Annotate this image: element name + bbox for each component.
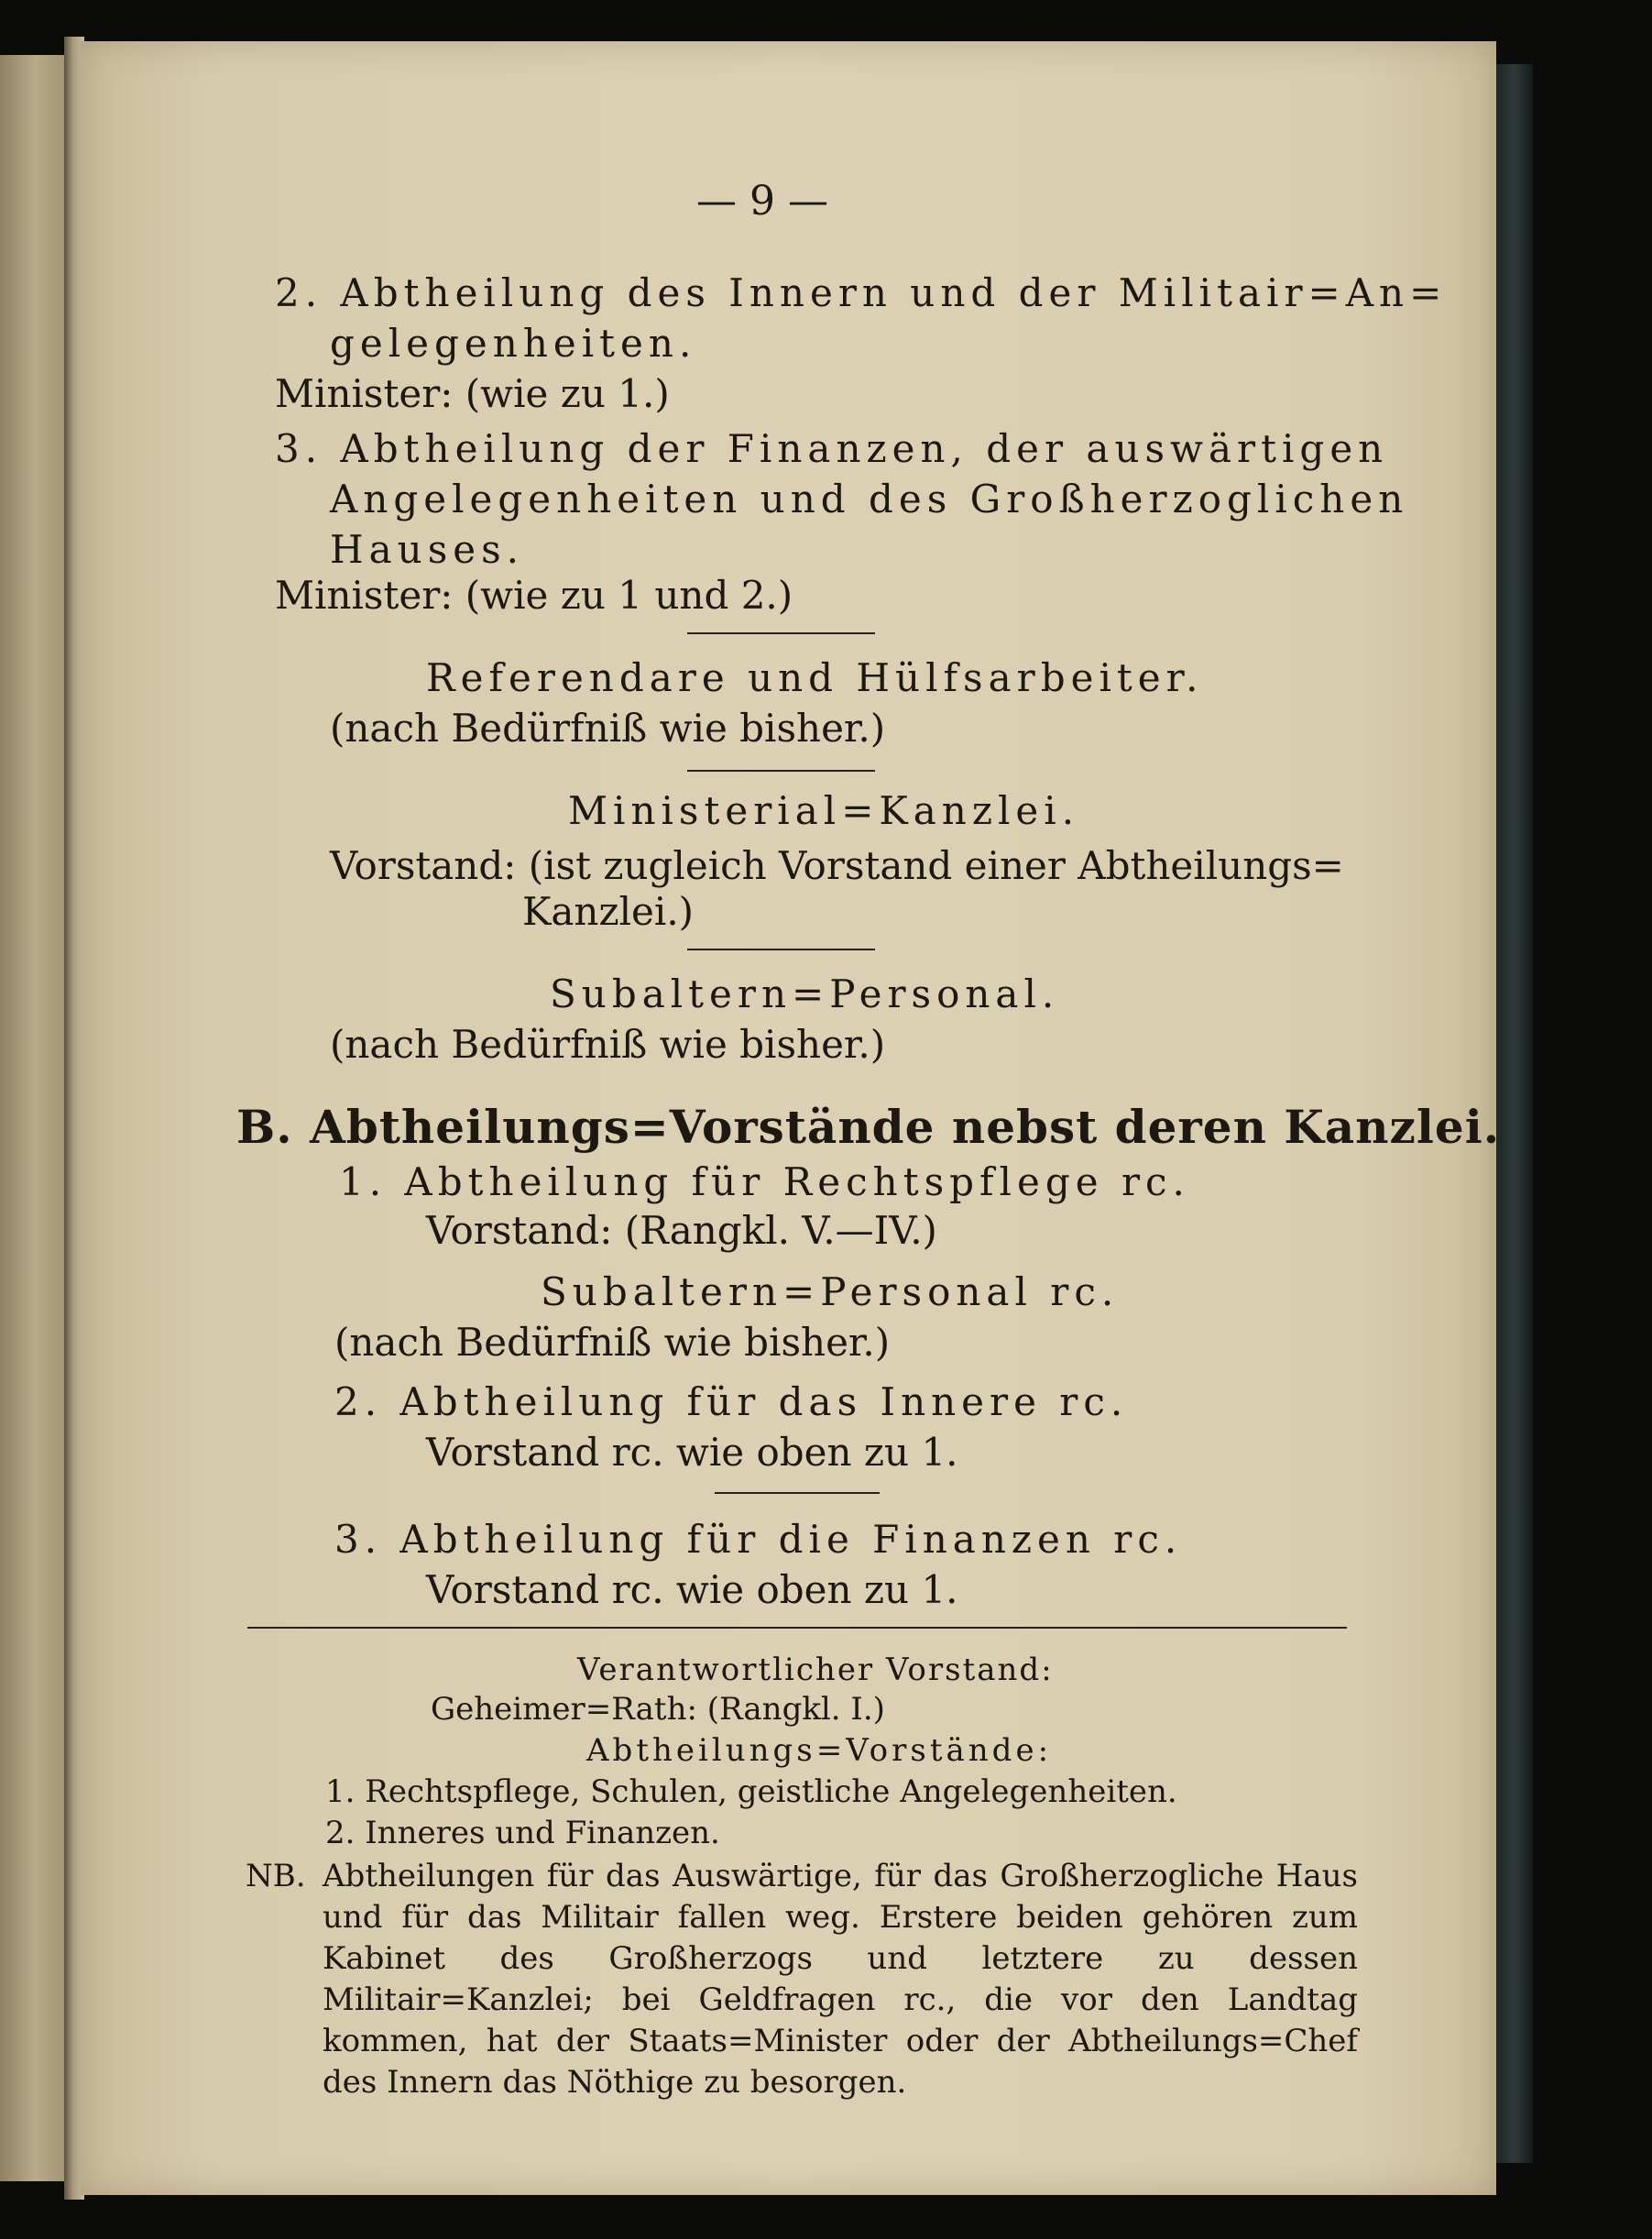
summary-item2: 2. Inneres und Finanzen. bbox=[325, 1815, 720, 1851]
kanzlei-heading: Ministerial=Kanzlei. bbox=[568, 788, 1080, 833]
dept3-line2: Angelegenheiten und des Großherzoglichen bbox=[330, 477, 1409, 521]
nb-text: Abtheilungen für das Auswärtige, für das Großherzogliche Haus und für das Militair fallen weg. Erstere beiden gehören zum Kabinet des Großherzogs und letztere zu dessen Militair=Kanzlei; bei Geldfragen rc., die vor den Landtag kommen, hat der Staats=Minister oder der Abtheilungs=Chef des Innern das Nöthige zu besorgen. bbox=[323, 1858, 1358, 2101]
divider-rule bbox=[715, 1492, 880, 1494]
section-b-heading: B. Abtheilungs=Vorstände nebst deren Kanzlei. bbox=[236, 1100, 1501, 1154]
section-b-dept2-vorstand: Vorstand rc. wie oben zu 1. bbox=[426, 1430, 958, 1475]
section-b-dept3-vorstand: Vorstand rc. wie oben zu 1. bbox=[426, 1567, 958, 1612]
subaltern-note: (nach Bedürfniß wie bisher.) bbox=[330, 1022, 886, 1067]
dept3-minister: Minister: (wie zu 1 und 2.) bbox=[275, 573, 793, 618]
nb-label: NB. bbox=[246, 1858, 306, 1894]
referendare-note: (nach Bedürfniß wie bisher.) bbox=[330, 706, 886, 751]
dept2-line1: 2. Abtheilung des Innern und der Militair=An= bbox=[275, 270, 1448, 315]
divider-rule bbox=[687, 632, 875, 634]
left-page-edge bbox=[0, 55, 64, 2181]
dept3-line1: 3. Abtheilung der Finanzen, der auswärtigen bbox=[275, 426, 1389, 471]
subaltern-heading: Subaltern=Personal. bbox=[550, 971, 1060, 1016]
section-b-dept3: 3. Abtheilung für die Finanzen rc. bbox=[334, 1517, 1183, 1562]
page-number: — 9 — bbox=[696, 178, 828, 225]
dept2-minister: Minister: (wie zu 1.) bbox=[275, 371, 670, 416]
summary-line1: Geheimer=Rath: (Rangkl. I.) bbox=[431, 1691, 885, 1728]
summary-item1: 1. Rechtspflege, Schulen, geistliche Angelegenheiten. bbox=[325, 1773, 1177, 1810]
book-cover-edge bbox=[1496, 64, 1533, 2163]
summary-divider bbox=[247, 1627, 1347, 1629]
summary-heading2: Abtheilungs=Vorstände: bbox=[586, 1732, 1053, 1769]
kanzlei-line1: Vorstand: (ist zugleich Vorstand einer Abtheilungs= bbox=[330, 843, 1344, 888]
section-b-dept2: 2. Abtheilung für das Innere rc. bbox=[334, 1379, 1129, 1424]
section-b-subaltern-note: (nach Bedürfniß wie bisher.) bbox=[334, 1320, 891, 1365]
dept2-line2: gelegenheiten. bbox=[330, 321, 697, 366]
section-b-dept1: 1. Abtheilung für Rechtspflege rc. bbox=[339, 1159, 1190, 1204]
referendare-heading: Referendare und Hülfsarbeiter. bbox=[426, 655, 1204, 700]
kanzlei-line2: Kanzlei.) bbox=[522, 889, 695, 934]
section-b-dept1-vorstand: Vorstand: (Rangkl. V.—IV.) bbox=[426, 1208, 937, 1253]
dept3-line3: Hauses. bbox=[330, 527, 525, 572]
divider-rule bbox=[687, 770, 875, 772]
divider-rule bbox=[687, 949, 875, 950]
summary-heading: Verantwortlicher Vorstand: bbox=[577, 1652, 1054, 1688]
section-b-subaltern-heading: Subaltern=Personal rc. bbox=[541, 1269, 1120, 1314]
